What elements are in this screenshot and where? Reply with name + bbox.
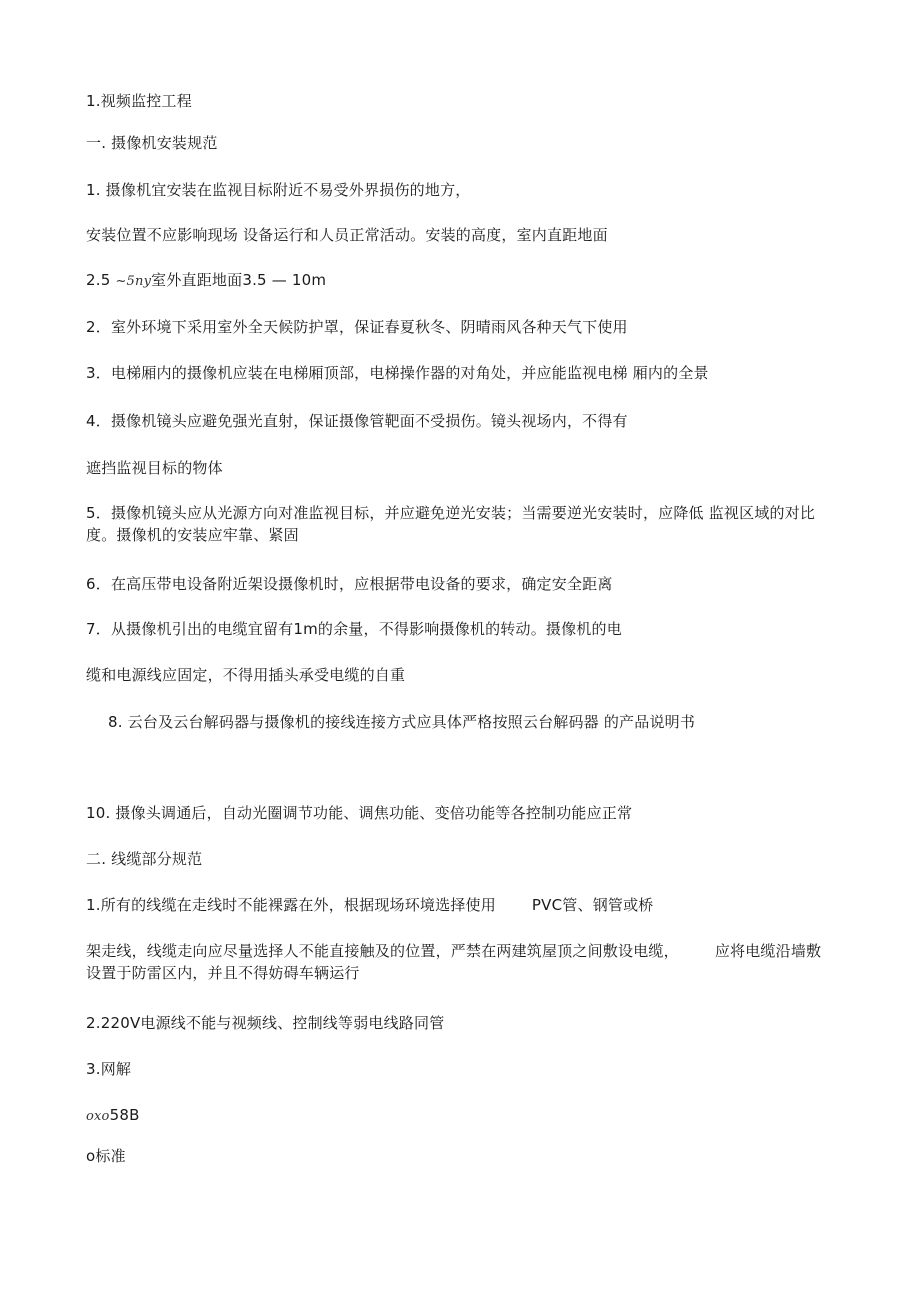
- cable-item1-text: 1.所有的线缆在走线时不能裸露在外，根据现场环境选择使用: [86, 896, 496, 914]
- paragraph-cable-item2: 2.220V电源线不能与视频线、控制线等弱电线路同管: [86, 1014, 445, 1032]
- garbled-text: ~5ny: [115, 274, 152, 289]
- cable-item1-body-b: 应将电缆沿墙敷设置于防雷区内，并且不得妨碍车辆运行: [86, 942, 822, 982]
- sub1-text: 58B: [109, 1106, 140, 1124]
- outdoor-height-text: 室外直距地面3.5 — 10m: [151, 271, 327, 289]
- paragraph-cable-item1-line1: [86, 894, 846, 916]
- paragraph-cable-item3: 3.网解: [86, 1060, 132, 1078]
- paragraph-cable-item3-sub2: o标准: [86, 1147, 126, 1165]
- section-heading-camera-install: 一. 摄像机安装规范: [86, 134, 218, 152]
- garbled-prefix: oxo: [86, 1109, 110, 1124]
- paragraph-item1-line3: [86, 269, 846, 293]
- cable-item1-body-a: 架走线，线缆走向应尽量选择人不能直接触及的位置，严禁在两建筑屋顶之间敷设电缆，: [86, 942, 679, 960]
- paragraph-item4-line1: 4．摄像机镜头应避免强光直射，保证摄像管靶面不受损伤。镜头视场内，不得有: [86, 412, 628, 430]
- paragraph-item3: 3．电梯厢内的摄像机应装在电梯厢顶部，电梯操作器的对角处，并应能监视电梯 厢内的全景: [86, 364, 709, 382]
- paragraph-item1-line1: 1. 摄像机宜安装在监视目标附近不易受外界损伤的地方，: [86, 181, 471, 199]
- paragraph-item5: 5．摄像机镜头应从光源方向对准监视目标，并应避免逆光安装；当需要逆光安装时，应降低 监视区域的对比度。摄像机的安装应牢靠、紧固: [86, 504, 816, 544]
- paragraph-item7-line2: 缆和电源线应固定，不得用插头承受电缆的自重: [86, 666, 406, 684]
- paragraph-item2: 2．室外环境下采用室外全天候防护罩，保证春夏秋冬、阴晴雨风各种天气下使用: [86, 318, 628, 336]
- document-title: 1.视频监控工程: [86, 92, 192, 110]
- paragraph-item8: 8. 云台及云台解码器与摄像机的接线连接方式应具体严格按照云台解码器 的产品说明书: [108, 713, 696, 731]
- paragraph-item7-line1: 7．从摄像机引出的电缆宜留有1m的余量，不得影响摄像机的转动。摄像机的电: [86, 620, 622, 638]
- height-range-start: 2.5: [86, 271, 116, 289]
- paragraph-item6: 6．在高压带电设备附近架设摄像机时，应根据带电设备的要求，确定安全距离: [86, 575, 613, 593]
- paragraph-item10: 10. 摄像头调通后，自动光圈调节功能、调焦功能、变倍功能等各控制功能应正常: [86, 804, 633, 822]
- paragraph-item4-line2: 遮挡监视目标的物体: [86, 459, 223, 477]
- cable-item1-materials: PVC管、钢管或桥: [531, 896, 654, 914]
- section-heading-cable: 二. 线缆部分规范: [86, 850, 203, 868]
- paragraph-cable-item1-body: [86, 940, 834, 984]
- paragraph-item1-line2: 安装位置不应影响现场 设备运行和人员正常活动。安装的高度，室内直距地面: [86, 226, 608, 244]
- paragraph-cable-item3-sub1: [86, 1104, 846, 1128]
